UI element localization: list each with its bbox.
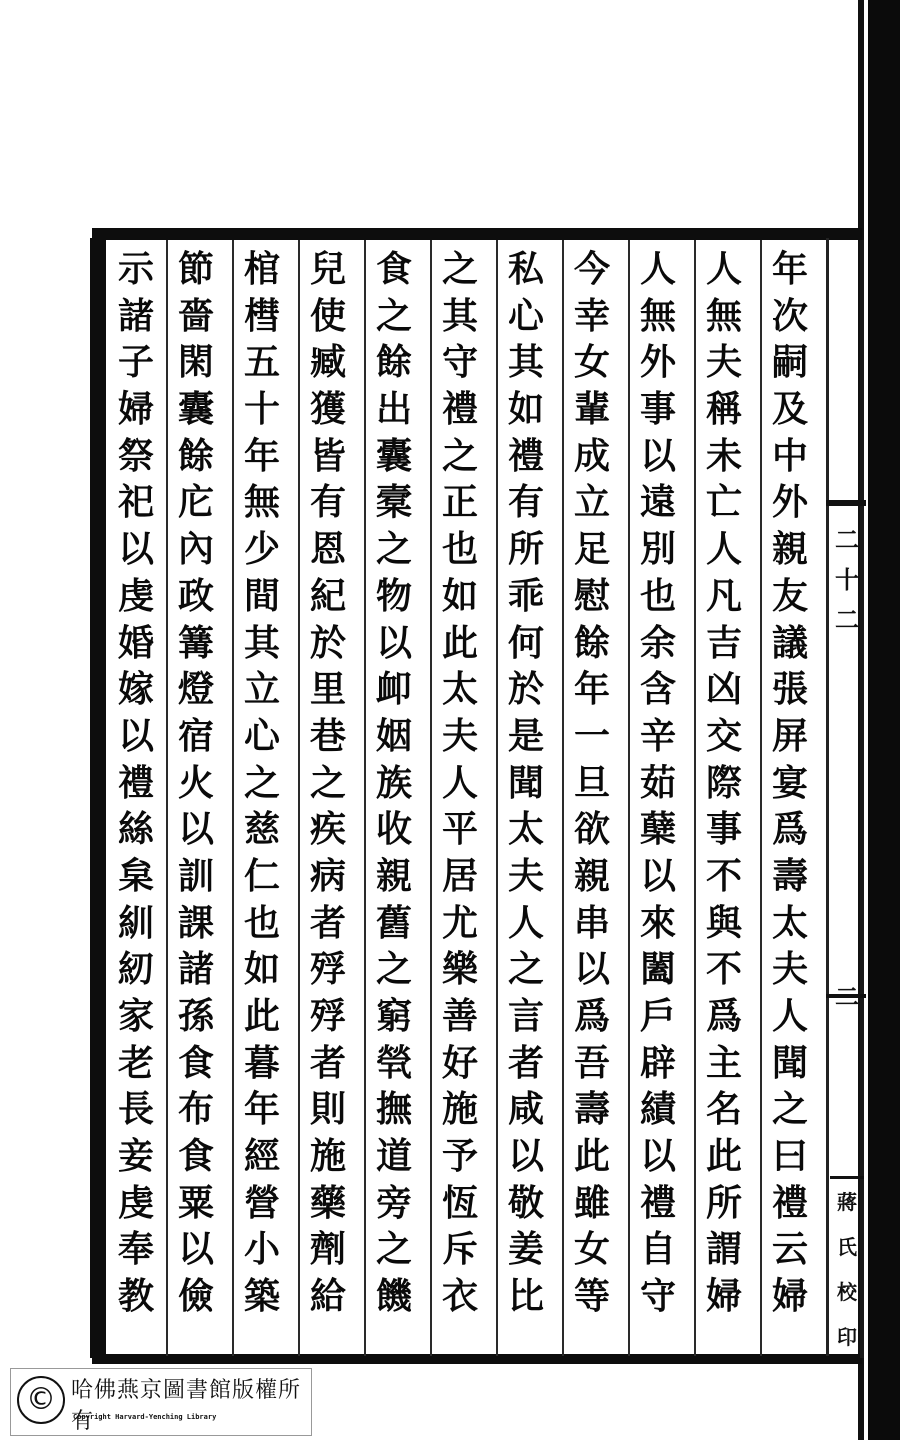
text-glyph: 煢 xyxy=(375,1041,412,1084)
text-glyph: 家 xyxy=(117,995,154,1037)
text-glyph: 女 xyxy=(573,341,610,384)
text-glyph: 紉 xyxy=(117,948,154,991)
text-glyph: 以 xyxy=(117,528,154,571)
text-glyph: 足 xyxy=(573,528,610,571)
text-glyph: 年 xyxy=(243,1088,280,1131)
text-glyph: 次 xyxy=(771,294,808,337)
text-glyph: 以 xyxy=(639,854,676,897)
text-glyph: 不 xyxy=(705,948,742,991)
leaf-mark-char: 二 xyxy=(835,605,859,634)
text-glyph: 禮 xyxy=(117,761,154,804)
text-glyph: 無 xyxy=(639,294,676,337)
text-glyph: 雖 xyxy=(573,1181,610,1224)
text-glyph: 虔 xyxy=(117,1181,154,1224)
text-glyph: 之 xyxy=(375,948,412,991)
text-glyph: 事 xyxy=(639,388,676,431)
text-glyph: 餘 xyxy=(375,341,412,384)
text-glyph: 夫 xyxy=(771,948,808,991)
text-glyph: 卹 xyxy=(375,668,412,711)
text-glyph: 如 xyxy=(441,574,478,617)
text-glyph: 太 xyxy=(771,901,808,944)
text-glyph: 食 xyxy=(375,248,412,290)
copyright-stamp xyxy=(10,1368,312,1436)
text-glyph: 名 xyxy=(705,1088,742,1131)
text-glyph: 等 xyxy=(573,1275,610,1318)
text-glyph: 臧 xyxy=(309,341,346,384)
text-column-10 xyxy=(168,246,224,1356)
binding-edge xyxy=(868,0,900,1440)
text-glyph: 太 xyxy=(507,808,544,851)
text-glyph: 施 xyxy=(309,1135,346,1178)
text-glyph: 殍 xyxy=(309,995,346,1037)
text-glyph: 有 xyxy=(309,481,346,524)
text-glyph: 聞 xyxy=(507,761,544,804)
text-glyph: 人 xyxy=(441,761,478,804)
text-glyph: 成 xyxy=(573,434,610,477)
text-glyph: 少 xyxy=(243,528,280,571)
text-glyph: 屏 xyxy=(771,714,808,757)
text-glyph: 無 xyxy=(243,481,280,524)
text-glyph: 姜 xyxy=(507,1228,544,1271)
text-glyph: 餘 xyxy=(573,621,610,664)
text-glyph: 守 xyxy=(441,341,478,384)
text-glyph: 獲 xyxy=(309,388,346,431)
text-glyph: 吾 xyxy=(573,1041,610,1084)
text-glyph: 是 xyxy=(507,714,544,757)
text-glyph: 余 xyxy=(639,621,676,664)
text-glyph: 壽 xyxy=(771,854,808,897)
text-glyph: 餘 xyxy=(177,434,214,477)
text-glyph: 長 xyxy=(117,1088,154,1131)
text-glyph: 何 xyxy=(507,621,544,664)
text-glyph: 婦 xyxy=(771,1275,808,1318)
text-glyph: 食 xyxy=(177,1135,214,1178)
text-glyph: 以 xyxy=(573,948,610,991)
leaf-mark-char: 二 xyxy=(835,525,859,554)
text-glyph: 親 xyxy=(771,528,808,571)
text-glyph: 如 xyxy=(243,948,280,991)
text-glyph: 巷 xyxy=(309,714,346,757)
text-glyph: 年 xyxy=(573,668,610,711)
text-glyph: 老 xyxy=(117,1041,154,1084)
text-glyph: 暮 xyxy=(243,1041,280,1084)
text-glyph: 紃 xyxy=(117,901,154,944)
edition-label xyxy=(830,1176,864,1359)
text-glyph: 夫 xyxy=(507,854,544,897)
text-column-7 xyxy=(366,246,422,1356)
text-glyph: 慰 xyxy=(573,574,610,617)
text-glyph: 際 xyxy=(705,761,742,804)
text-glyph: 未 xyxy=(705,434,742,477)
text-glyph: 串 xyxy=(573,901,610,944)
text-glyph: 之 xyxy=(771,1088,808,1131)
text-glyph: 之 xyxy=(441,434,478,477)
text-glyph: 以 xyxy=(375,621,412,664)
text-glyph: 尤 xyxy=(441,901,478,944)
text-glyph: 小 xyxy=(243,1228,280,1271)
text-column-9 xyxy=(234,246,290,1356)
text-glyph: 撫 xyxy=(375,1088,412,1131)
text-glyph: 比 xyxy=(507,1275,544,1318)
text-glyph: 布 xyxy=(177,1088,214,1131)
text-glyph: 亡 xyxy=(705,481,742,524)
text-column-6 xyxy=(432,246,488,1356)
text-glyph: 施 xyxy=(441,1088,478,1131)
text-glyph: 政 xyxy=(177,574,214,617)
text-glyph: 也 xyxy=(639,574,676,617)
left-border-rule xyxy=(90,238,106,1358)
text-glyph: 輩 xyxy=(573,388,610,431)
text-glyph: 劑 xyxy=(309,1228,346,1271)
text-glyph: 來 xyxy=(639,901,676,944)
text-glyph: 別 xyxy=(639,528,676,571)
text-glyph: 張 xyxy=(771,668,808,711)
text-glyph: 云 xyxy=(771,1228,808,1271)
text-glyph: 婦 xyxy=(117,388,154,431)
text-glyph: 祭 xyxy=(117,434,154,477)
text-glyph: 槥 xyxy=(243,294,280,337)
text-glyph: 棺 xyxy=(243,248,280,290)
text-column-4 xyxy=(564,246,620,1356)
text-column-2 xyxy=(696,246,752,1356)
text-glyph: 禮 xyxy=(507,434,544,477)
text-glyph: 諸 xyxy=(177,948,214,991)
text-glyph: 人 xyxy=(507,901,544,944)
text-glyph: 此 xyxy=(573,1135,610,1178)
text-glyph: 此 xyxy=(705,1135,742,1178)
copyright-icon: © xyxy=(17,1376,65,1424)
text-glyph: 之 xyxy=(375,1228,412,1271)
text-glyph: 教 xyxy=(117,1275,154,1318)
text-glyph: 燈 xyxy=(177,668,214,711)
edition-char: 蔣 xyxy=(837,1189,857,1214)
text-glyph: 疾 xyxy=(309,808,346,851)
text-glyph: 課 xyxy=(177,901,214,944)
text-glyph: 恩 xyxy=(309,528,346,571)
text-glyph: 立 xyxy=(573,481,610,524)
text-glyph: 藥 xyxy=(309,1181,346,1224)
text-glyph: 訓 xyxy=(177,854,214,897)
text-glyph: 友 xyxy=(771,574,808,617)
text-glyph: 心 xyxy=(243,714,280,757)
text-glyph: 嗇 xyxy=(177,294,214,337)
text-glyph: 之 xyxy=(243,761,280,804)
text-glyph: 無 xyxy=(705,294,742,337)
text-glyph: 以 xyxy=(177,1228,214,1271)
text-glyph: 一 xyxy=(573,714,610,757)
text-glyph: 篝 xyxy=(177,621,214,664)
text-glyph: 里 xyxy=(309,668,346,711)
text-glyph: 禮 xyxy=(639,1181,676,1224)
text-glyph: 築 xyxy=(243,1275,280,1318)
text-glyph: 槖 xyxy=(375,481,412,524)
text-glyph: 乖 xyxy=(507,574,544,617)
text-glyph: 夫 xyxy=(441,714,478,757)
text-glyph: 人 xyxy=(705,248,742,290)
text-glyph: 人 xyxy=(771,995,808,1037)
text-glyph: 嫁 xyxy=(117,668,154,711)
text-glyph: 其 xyxy=(507,341,544,384)
text-glyph: 枲 xyxy=(117,854,154,897)
text-glyph: 虔 xyxy=(117,574,154,617)
leaf-mark-char: 十 xyxy=(835,565,859,594)
text-glyph: 妾 xyxy=(117,1135,154,1178)
text-glyph: 蘖 xyxy=(639,808,676,851)
text-glyph: 此 xyxy=(243,995,280,1037)
text-glyph: 爲 xyxy=(705,995,742,1037)
text-glyph: 今 xyxy=(573,248,610,290)
text-glyph: 也 xyxy=(441,528,478,571)
text-glyph: 旦 xyxy=(573,761,610,804)
text-glyph: 辛 xyxy=(639,714,676,757)
margin-rule xyxy=(826,238,829,1356)
text-glyph: 於 xyxy=(507,668,544,711)
text-glyph: 主 xyxy=(705,1041,742,1084)
text-glyph: 吉 xyxy=(705,621,742,664)
text-column-11 xyxy=(108,246,164,1356)
copyright-text-english: Copyright Harvard-Yenching Library xyxy=(73,1413,217,1421)
text-glyph: 十 xyxy=(243,388,280,431)
text-glyph: 聞 xyxy=(771,1041,808,1084)
text-glyph: 辟 xyxy=(639,1041,676,1084)
text-glyph: 以 xyxy=(639,434,676,477)
text-glyph: 守 xyxy=(639,1275,676,1318)
text-glyph: 外 xyxy=(771,481,808,524)
text-glyph: 其 xyxy=(441,294,478,337)
text-glyph: 之 xyxy=(309,761,346,804)
text-column-8 xyxy=(300,246,356,1356)
text-glyph: 不 xyxy=(705,854,742,897)
text-glyph: 斥 xyxy=(441,1228,478,1271)
text-glyph: 太 xyxy=(441,668,478,711)
text-glyph: 庀 xyxy=(177,481,214,524)
text-glyph: 孫 xyxy=(177,995,214,1037)
copyright-text-chinese: 哈佛燕京圖書館版權所有 xyxy=(71,1378,302,1434)
text-glyph: 爲 xyxy=(573,995,610,1037)
text-glyph: 婦 xyxy=(705,1275,742,1318)
text-glyph: 之 xyxy=(507,948,544,991)
text-glyph: 使 xyxy=(309,294,346,337)
text-glyph: 有 xyxy=(507,481,544,524)
text-glyph: 與 xyxy=(705,901,742,944)
text-glyph: 婚 xyxy=(117,621,154,664)
text-glyph: 窮 xyxy=(375,995,412,1037)
text-glyph: 物 xyxy=(375,574,412,617)
text-glyph: 殍 xyxy=(309,948,346,991)
text-glyph: 子 xyxy=(117,341,154,384)
text-glyph: 族 xyxy=(375,761,412,804)
text-column-1 xyxy=(762,246,818,1356)
text-glyph: 恆 xyxy=(441,1181,478,1224)
text-glyph: 給 xyxy=(309,1275,346,1318)
text-glyph: 自 xyxy=(639,1228,676,1271)
text-glyph: 慈 xyxy=(243,808,280,851)
text-glyph: 閑 xyxy=(177,341,214,384)
edition-char: 校 xyxy=(837,1279,857,1304)
text-glyph: 遠 xyxy=(639,481,676,524)
text-glyph: 五 xyxy=(243,341,280,384)
text-glyph: 道 xyxy=(375,1135,412,1178)
text-glyph: 舊 xyxy=(375,901,412,944)
text-glyph: 咸 xyxy=(507,1088,544,1131)
text-glyph: 兒 xyxy=(309,248,346,290)
text-glyph: 幸 xyxy=(573,294,610,337)
text-glyph: 立 xyxy=(243,668,280,711)
text-glyph: 衣 xyxy=(441,1275,478,1318)
leaf-number-mark-lower xyxy=(832,980,862,1050)
text-glyph: 爲 xyxy=(771,808,808,851)
text-glyph: 交 xyxy=(705,714,742,757)
text-glyph: 也 xyxy=(243,901,280,944)
text-glyph: 營 xyxy=(243,1181,280,1224)
text-glyph: 予 xyxy=(441,1135,478,1178)
text-glyph: 闔 xyxy=(639,948,676,991)
edition-char: 氏 xyxy=(837,1234,857,1259)
text-glyph: 正 xyxy=(441,481,478,524)
text-glyph: 奉 xyxy=(117,1228,154,1271)
text-glyph: 戶 xyxy=(639,995,676,1037)
text-glyph: 所 xyxy=(507,528,544,571)
text-glyph: 食 xyxy=(177,1041,214,1084)
text-glyph: 此 xyxy=(441,621,478,664)
text-glyph: 紀 xyxy=(309,574,346,617)
text-glyph: 出 xyxy=(375,388,412,431)
text-glyph: 年 xyxy=(771,248,808,290)
text-glyph: 則 xyxy=(309,1088,346,1131)
text-glyph: 之 xyxy=(375,528,412,571)
text-glyph: 私 xyxy=(507,248,544,290)
text-glyph: 平 xyxy=(441,808,478,851)
text-glyph: 外 xyxy=(639,341,676,384)
text-glyph: 收 xyxy=(375,808,412,851)
text-glyph: 儉 xyxy=(177,1275,214,1318)
text-glyph: 禮 xyxy=(441,388,478,431)
text-glyph: 議 xyxy=(771,621,808,664)
text-glyph: 之 xyxy=(375,294,412,337)
text-glyph: 間 xyxy=(243,574,280,617)
text-glyph: 節 xyxy=(177,248,214,290)
text-glyph: 者 xyxy=(309,1041,346,1084)
text-glyph: 囊 xyxy=(177,388,214,431)
text-glyph: 者 xyxy=(309,901,346,944)
text-glyph: 經 xyxy=(243,1135,280,1178)
text-glyph: 所 xyxy=(705,1181,742,1224)
text-glyph: 禮 xyxy=(771,1181,808,1224)
text-glyph: 人 xyxy=(705,528,742,571)
text-glyph: 祀 xyxy=(117,481,154,524)
text-glyph: 姻 xyxy=(375,714,412,757)
text-glyph: 宴 xyxy=(771,761,808,804)
text-glyph: 內 xyxy=(177,528,214,571)
top-border-rule xyxy=(92,228,862,240)
text-glyph: 嗣 xyxy=(771,341,808,384)
text-glyph: 粟 xyxy=(177,1181,214,1224)
text-glyph: 好 xyxy=(441,1041,478,1084)
text-glyph: 茹 xyxy=(639,761,676,804)
text-glyph: 敬 xyxy=(507,1181,544,1224)
text-glyph: 女 xyxy=(573,1228,610,1271)
text-glyph: 善 xyxy=(441,995,478,1037)
text-glyph: 以 xyxy=(177,808,214,851)
text-glyph: 諸 xyxy=(117,294,154,337)
text-column-5 xyxy=(498,246,554,1356)
text-glyph: 凡 xyxy=(705,574,742,617)
text-glyph: 者 xyxy=(507,1041,544,1084)
text-glyph: 親 xyxy=(375,854,412,897)
text-glyph: 謂 xyxy=(705,1228,742,1271)
text-glyph: 樂 xyxy=(441,948,478,991)
text-glyph: 年 xyxy=(243,434,280,477)
text-glyph: 曰 xyxy=(771,1135,808,1178)
text-glyph: 稱 xyxy=(705,388,742,431)
text-glyph: 其 xyxy=(243,621,280,664)
text-glyph: 夫 xyxy=(705,341,742,384)
text-glyph: 以 xyxy=(507,1135,544,1178)
text-glyph: 絲 xyxy=(117,808,154,851)
text-glyph: 仁 xyxy=(243,854,280,897)
text-glyph: 績 xyxy=(639,1088,676,1131)
text-glyph: 含 xyxy=(639,668,676,711)
text-glyph: 宿 xyxy=(177,714,214,757)
text-glyph: 旁 xyxy=(375,1181,412,1224)
text-glyph: 言 xyxy=(507,995,544,1037)
text-glyph: 囊 xyxy=(375,434,412,477)
text-glyph: 壽 xyxy=(573,1088,610,1131)
text-glyph: 於 xyxy=(309,621,346,664)
text-glyph: 以 xyxy=(639,1135,676,1178)
text-glyph: 之 xyxy=(441,248,478,290)
scan-mark xyxy=(826,994,866,998)
text-glyph: 居 xyxy=(441,854,478,897)
text-glyph: 欲 xyxy=(573,808,610,851)
text-glyph: 人 xyxy=(639,248,676,290)
text-glyph: 及 xyxy=(771,388,808,431)
text-glyph: 饑 xyxy=(375,1275,412,1318)
text-glyph: 親 xyxy=(573,854,610,897)
text-glyph: 病 xyxy=(309,854,346,897)
text-glyph: 中 xyxy=(771,434,808,477)
text-glyph: 以 xyxy=(117,714,154,757)
scan-mark xyxy=(826,500,866,506)
text-column-3 xyxy=(630,246,686,1356)
text-glyph: 如 xyxy=(507,388,544,431)
text-glyph: 示 xyxy=(117,248,154,290)
text-glyph: 皆 xyxy=(309,434,346,477)
text-glyph: 凶 xyxy=(705,668,742,711)
text-glyph: 事 xyxy=(705,808,742,851)
edition-char: 印 xyxy=(837,1324,857,1349)
text-glyph: 火 xyxy=(177,761,214,804)
text-glyph: 心 xyxy=(507,294,544,337)
